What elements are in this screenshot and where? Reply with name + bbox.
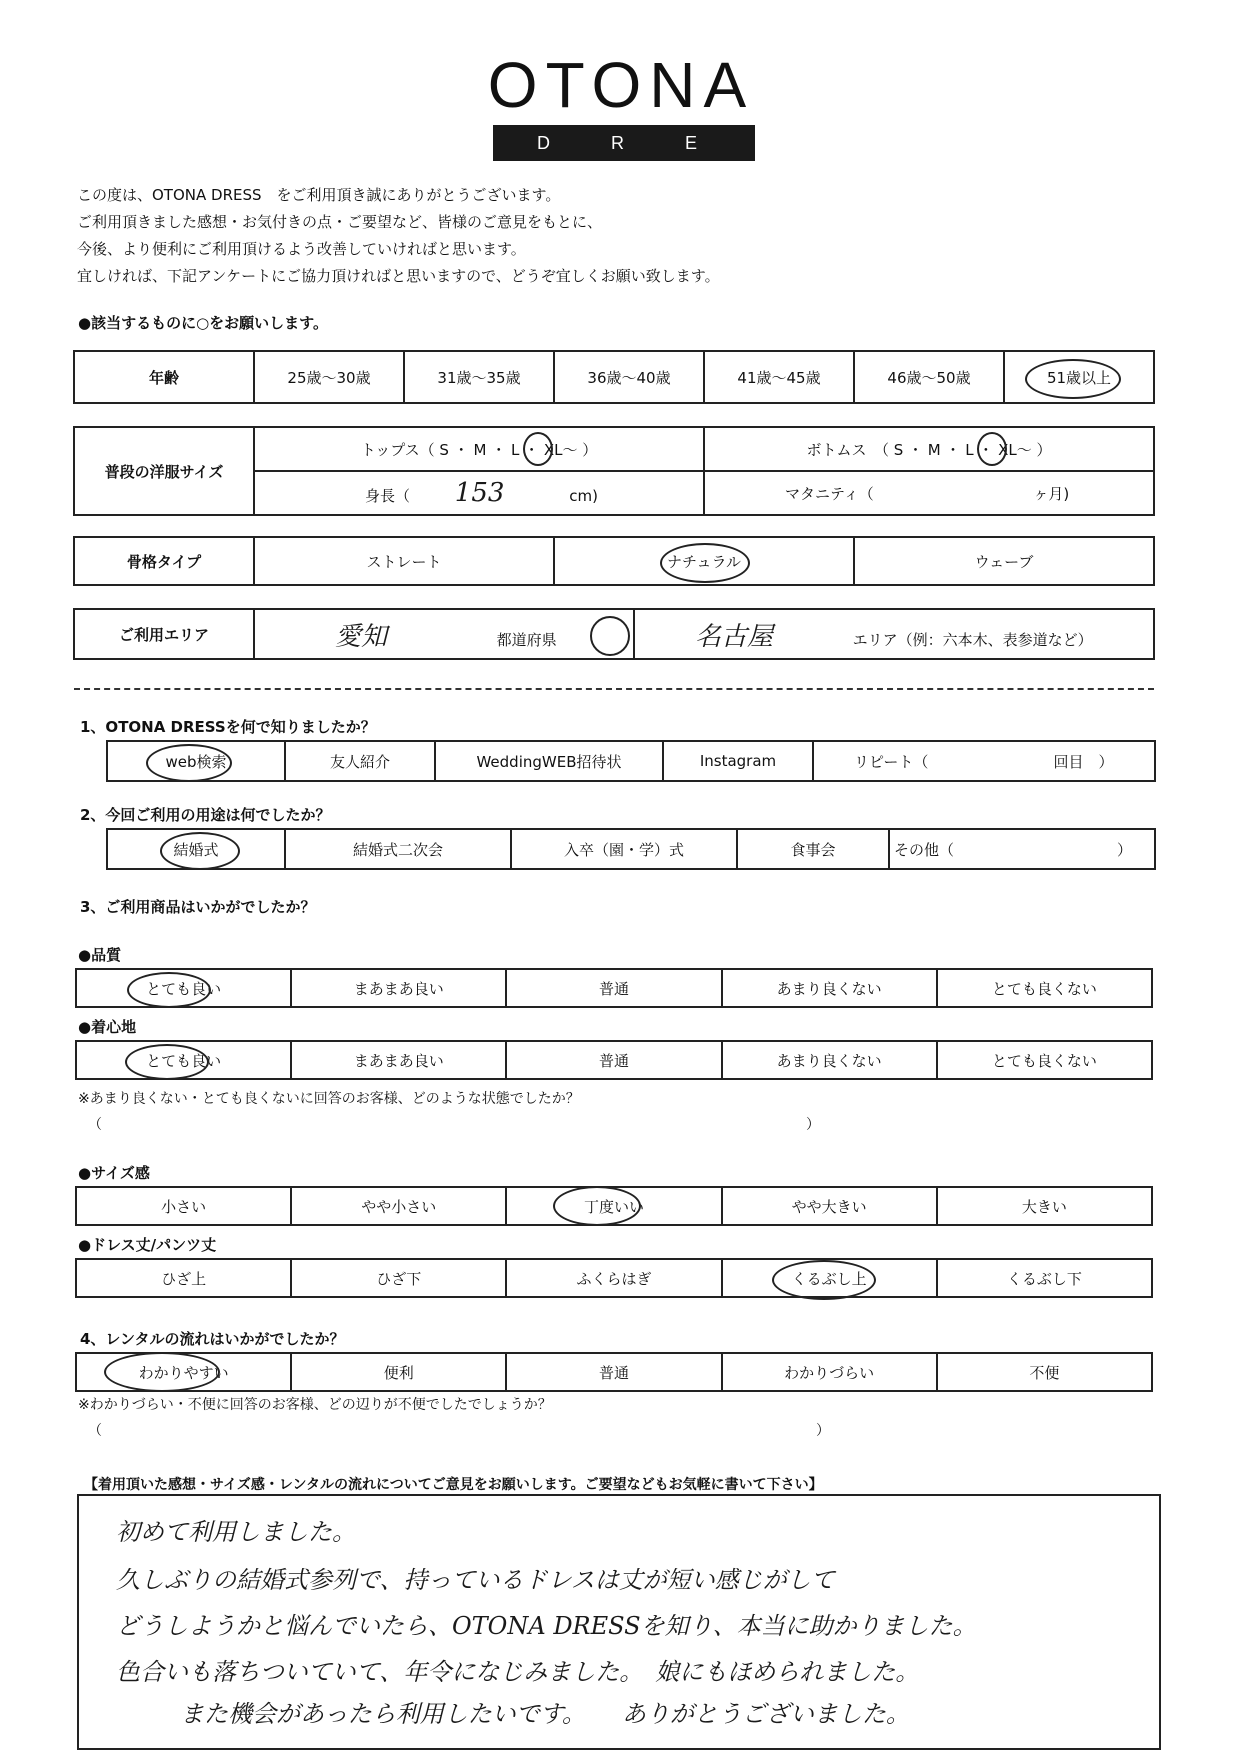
age-label: 年齢	[74, 351, 254, 403]
frame-option[interactable]: ウェーブ	[854, 537, 1154, 585]
length-option-selected[interactable]: くるぶし上	[722, 1259, 937, 1297]
comfort-option-selected[interactable]: とても良い	[76, 1041, 291, 1079]
quality-option[interactable]: あまり良くない	[722, 969, 937, 1007]
comments-header: 【着用頂いた感想・サイズ感・レンタルの流れについてご意見をお願いします。ご要望などもお気軽に書いて下さい】	[84, 1477, 823, 1493]
height-field[interactable]	[254, 471, 704, 515]
quality-label: ●品質	[78, 946, 122, 964]
question-1: 1、OTONA DRESSを何で知りましたか？	[80, 718, 376, 736]
paren-close: ）	[816, 1423, 830, 1439]
frame-label: 骨格タイプ	[74, 537, 254, 585]
comfort-option[interactable]: とても良くない	[937, 1041, 1152, 1079]
question-3: 3、ご利用商品はいかがでしたか？	[80, 898, 316, 916]
quality-option[interactable]: とても良くない	[937, 969, 1152, 1007]
q4-table	[75, 1352, 1153, 1392]
brand-sub-logo: D R E S S	[493, 125, 755, 161]
q2-option[interactable]: 結婚式二次会	[285, 829, 511, 869]
quality-option[interactable]: まあまあ良い	[291, 969, 506, 1007]
intro-line: ご利用頂きました感想・お気付きの点・ご要望など、皆様のご意見をもとに、	[77, 213, 603, 231]
fit-option[interactable]: 小さい	[76, 1187, 291, 1225]
frame-table	[73, 536, 1155, 586]
area-label: ご利用エリア	[74, 609, 254, 659]
size-label: 普段の洋服サイズ	[74, 427, 254, 515]
comfort-option[interactable]: あまり良くない	[722, 1041, 937, 1079]
intro-text	[77, 182, 720, 290]
q4-option-selected[interactable]: わかりやすい	[76, 1353, 291, 1391]
bottoms-size-options[interactable]: ボトムス （ S ・ M ・ L ・ XL～ ）	[704, 427, 1154, 471]
brand-logo: OTONA	[487, 49, 755, 121]
question-4: 4、レンタルの流れはいかがでしたか？	[80, 1330, 345, 1348]
age-option[interactable]: 31歳～35歳	[404, 351, 554, 403]
quality-table	[75, 968, 1153, 1008]
age-option[interactable]: 36歳～40歳	[554, 351, 704, 403]
q2-option-selected[interactable]: 結婚式	[107, 829, 285, 869]
age-option[interactable]: 41歳～45歳	[704, 351, 854, 403]
tops-size-options[interactable]: トップス（ S ・ M ・ L ・ XL～ ）	[254, 427, 704, 471]
area-hint: エリア（例：六本木、表参道など）	[852, 630, 1093, 649]
divider	[74, 688, 1154, 690]
q2-table	[106, 828, 1156, 870]
length-option[interactable]: ひざ下	[291, 1259, 506, 1297]
fit-option[interactable]: 大きい	[937, 1187, 1152, 1225]
length-option[interactable]: ふくらはぎ	[506, 1259, 721, 1297]
length-label: ●ドレス丈/パンツ丈	[78, 1236, 217, 1254]
maternity-label: マタニティ（	[785, 484, 874, 503]
question-2: 2、今回ご利用の用途は何でしたか？	[80, 806, 331, 824]
q4-option[interactable]: 普通	[506, 1353, 721, 1391]
comfort-option[interactable]: まあまあ良い	[291, 1041, 506, 1079]
quality-note: ※あまり良くない・とても良くないに回答のお客様、どのような状態でしたか？	[78, 1091, 580, 1107]
q2-option[interactable]: 食事会	[737, 829, 889, 869]
fit-label: ●サイズ感	[78, 1164, 150, 1182]
section-header: ●該当するものに○をお願いします。	[78, 314, 328, 332]
prefecture-field[interactable]	[254, 609, 634, 659]
fit-option[interactable]: やや大きい	[722, 1187, 937, 1225]
size-table	[73, 426, 1155, 516]
q1-option-selected[interactable]: web検索	[107, 741, 285, 781]
comfort-label: ●着心地	[78, 1018, 137, 1036]
intro-line: 今後、より便利にご利用頂けるよう改善していければと思います。	[77, 240, 526, 258]
q1-option-suffix: 回目 ）	[1013, 741, 1155, 781]
city-value: 名古屋	[695, 621, 774, 652]
frame-option[interactable]: ストレート	[254, 537, 554, 585]
fit-option[interactable]: やや小さい	[291, 1187, 506, 1225]
length-option[interactable]: ひざ上	[76, 1259, 291, 1297]
length-table	[75, 1258, 1153, 1298]
q2-option[interactable]: 入卒（園・学）式	[511, 829, 737, 869]
q4-option[interactable]: 不便	[937, 1353, 1152, 1391]
height-unit: cm)	[569, 487, 598, 505]
q4-option[interactable]: 便利	[291, 1353, 506, 1391]
age-table	[73, 350, 1155, 404]
q4-option[interactable]: わかりづらい	[722, 1353, 937, 1391]
age-option[interactable]: 46歳～50歳	[854, 351, 1004, 403]
q1-option[interactable]: リピート（	[813, 741, 1013, 781]
age-option-selected[interactable]: 51歳以上	[1004, 351, 1154, 403]
q1-option[interactable]: Instagram	[663, 741, 813, 781]
comment-line: 色合いも落ちついていて、年令になじみました。 娘にもほめられました。	[116, 1658, 920, 1686]
area-table	[73, 608, 1155, 660]
comfort-table	[75, 1040, 1153, 1080]
fit-option-selected[interactable]: 丁度いい	[506, 1187, 721, 1225]
comment-line: 久しぶりの結婚式参列で、持っているドレスは丈が短い感じがして	[116, 1566, 835, 1594]
paren-close: ）	[806, 1117, 820, 1133]
age-option[interactable]: 25歳～30歳	[254, 351, 404, 403]
flow-note: ※わかりづらい・不便に回答のお客様、どの辺りが不便でしたでしょうか？	[78, 1397, 552, 1413]
height-label: 身長（	[365, 487, 411, 505]
maternity-field[interactable]	[704, 471, 1154, 515]
q1-option[interactable]: WeddingWEB招待状	[435, 741, 663, 781]
comment-line: また機会があったら利用したいです。 ありがとうございました。	[180, 1700, 910, 1728]
comment-line: どうしようかと悩んでいたら、OTONA DRESSを知り、本当に助かりました。	[116, 1612, 977, 1640]
intro-line: この度は、OTONA DRESS をご利用頂き誠にありがとうございます。	[77, 186, 561, 204]
maternity-unit: ヶ月)	[1033, 484, 1070, 503]
height-value: 153	[454, 478, 505, 508]
q1-option[interactable]: 友人紹介	[285, 741, 435, 781]
q2-option-suffix: ）	[1095, 829, 1155, 869]
intro-line: 宜しければ、下記アンケートにご協力頂ければと思いますので、どうぞ宜しくお願い致します。	[77, 267, 720, 285]
comment-line: 初めて利用しました。	[116, 1518, 356, 1546]
quality-option[interactable]: 普通	[506, 969, 721, 1007]
frame-option-selected[interactable]: ナチュラル	[554, 537, 854, 585]
fit-table	[75, 1186, 1153, 1226]
paren-open: （	[88, 1423, 102, 1439]
prefecture-value: 愛知	[335, 621, 388, 652]
comfort-option[interactable]: 普通	[506, 1041, 721, 1079]
q2-option[interactable]: その他（	[889, 829, 1095, 869]
prefecture-suffix: 都道府県	[496, 630, 557, 649]
q1-table	[106, 740, 1156, 782]
length-option[interactable]: くるぶし下	[937, 1259, 1152, 1297]
quality-option-selected[interactable]: とても良い	[76, 969, 291, 1007]
paren-open: （	[88, 1117, 102, 1133]
city-field[interactable]	[634, 609, 1154, 659]
